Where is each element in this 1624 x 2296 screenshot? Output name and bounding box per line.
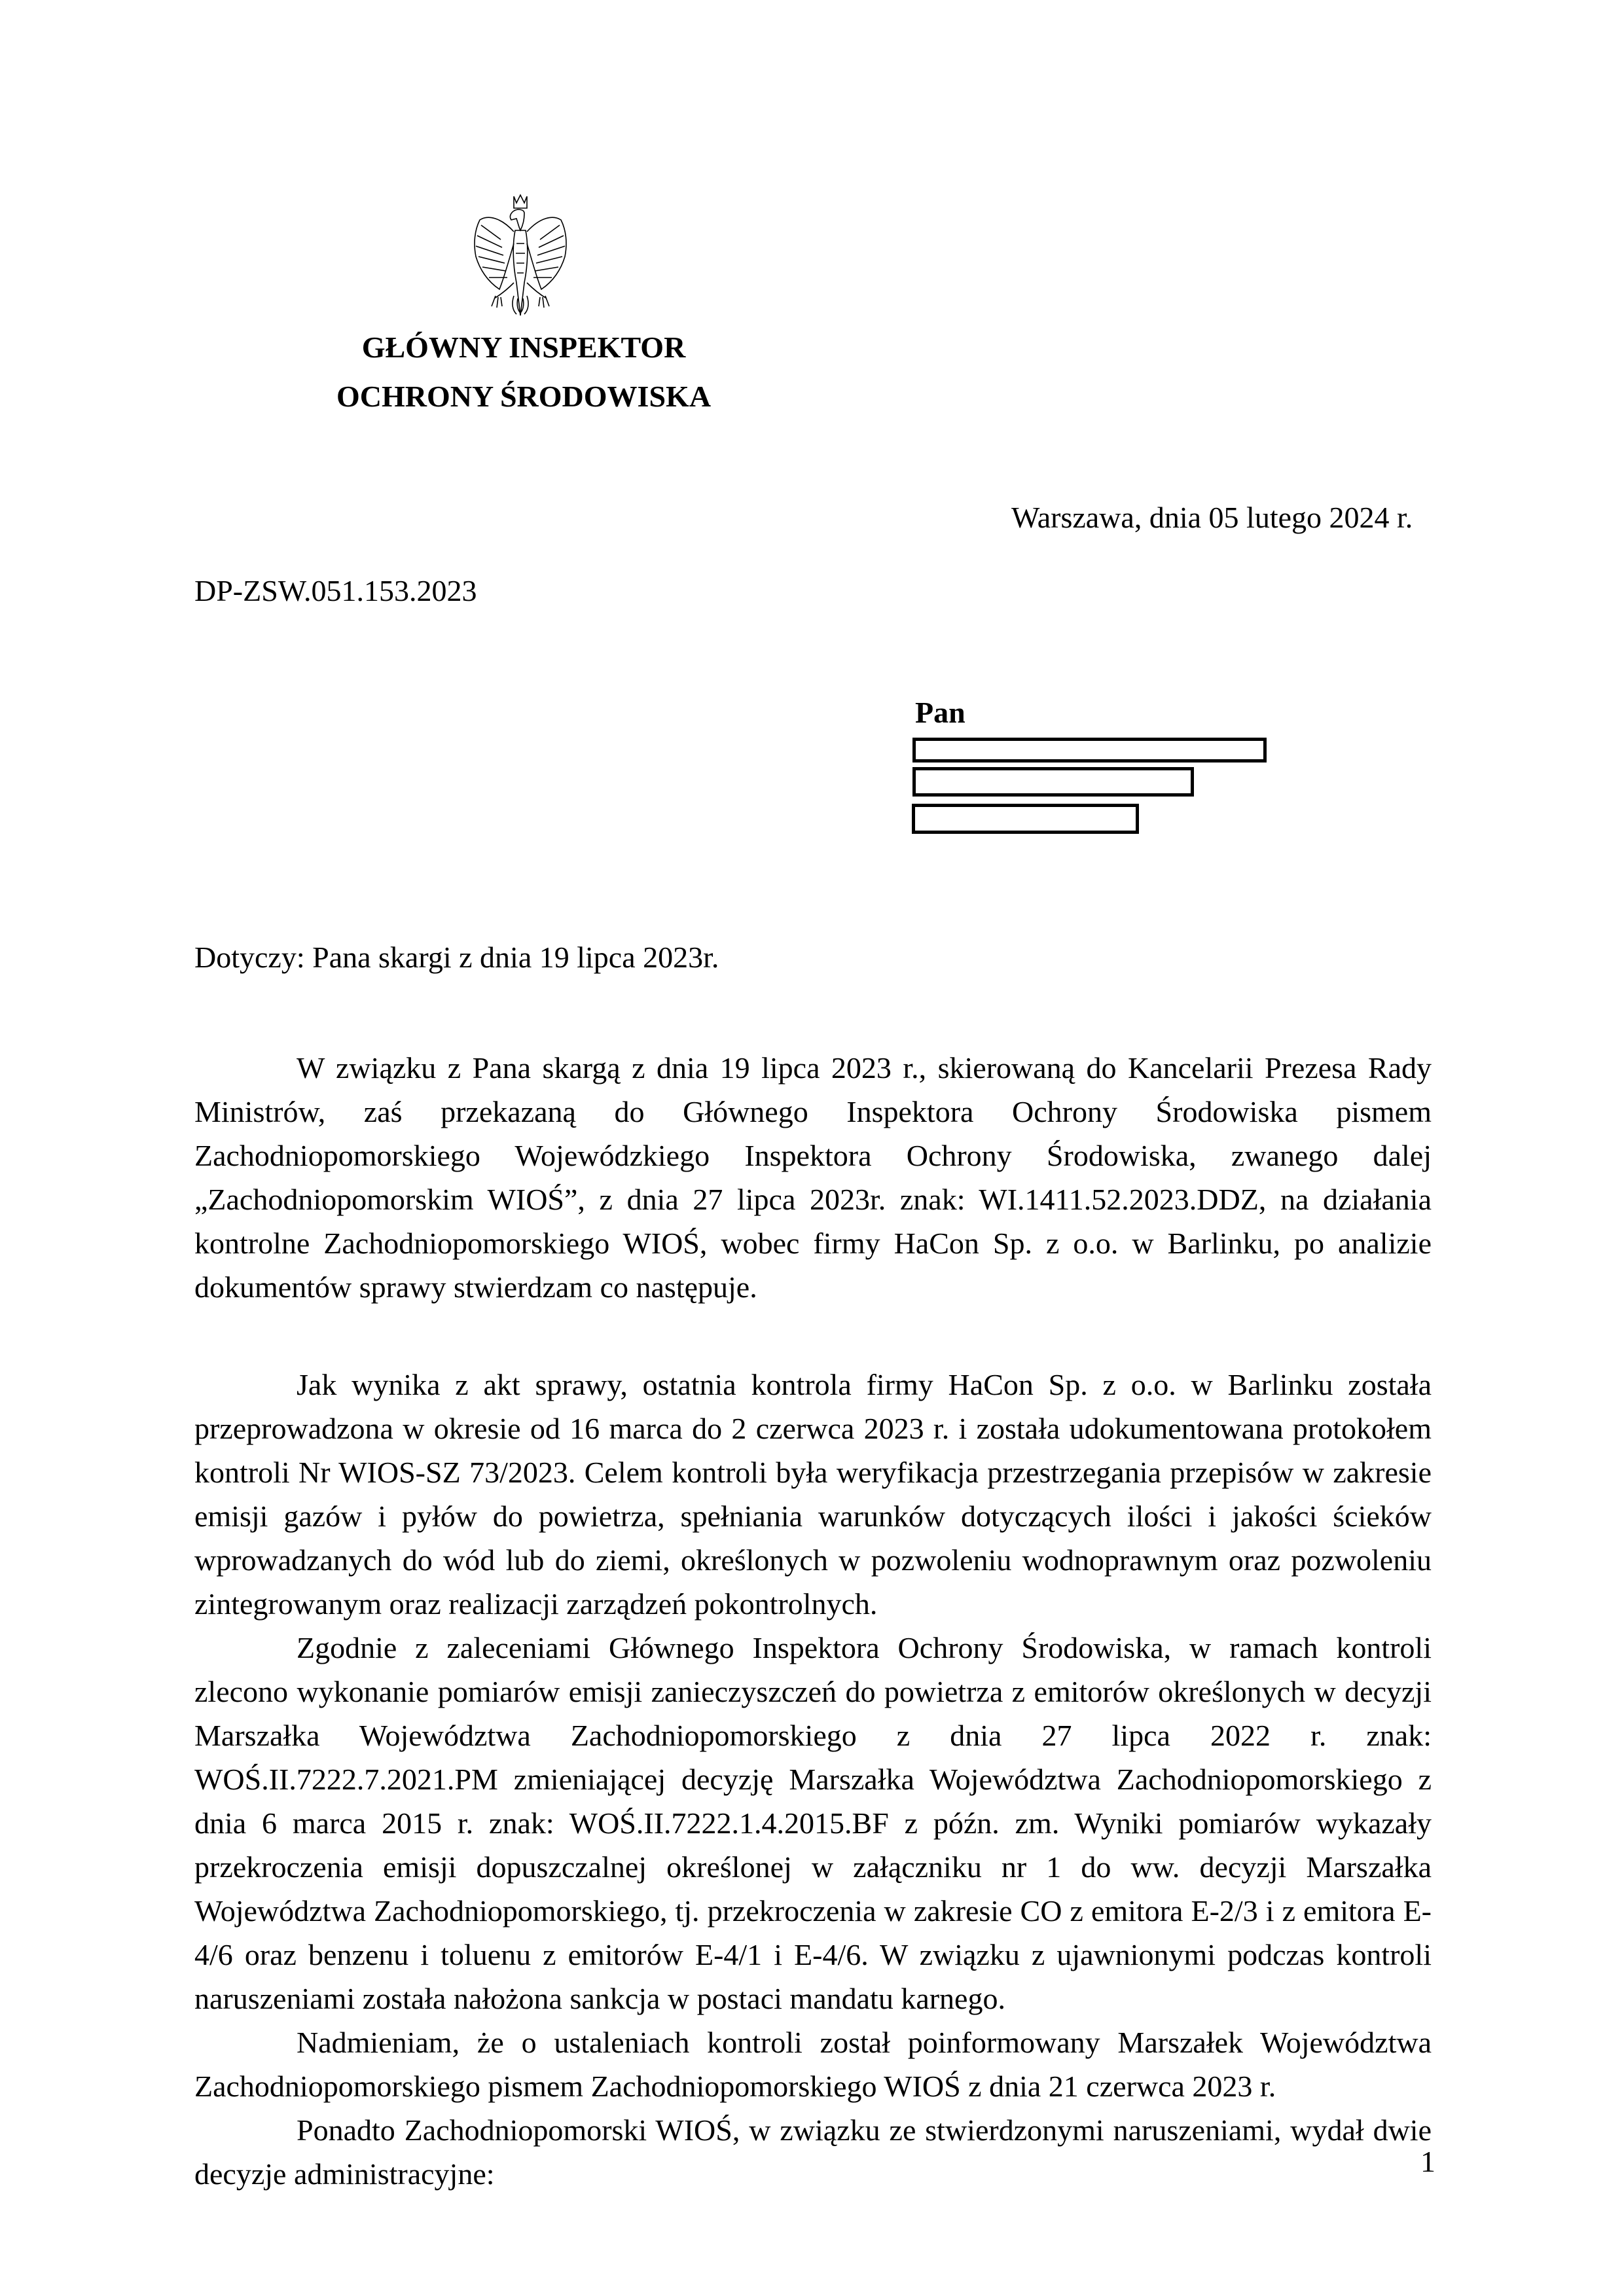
- reference-number: DP-ZSW.051.153.2023: [194, 574, 477, 607]
- polish-eagle-emblem-icon: [461, 191, 579, 322]
- place-and-date: Warszawa, dnia 05 lutego 2024 r.: [1011, 501, 1413, 534]
- addressee-salutation: Pan: [915, 696, 965, 729]
- paragraph: Ponadto Zachodniopomorski WIOŚ, w związku ze stwierdzonymi naruszeniami, wydał dwie decyzje administracyjne:: [194, 2113, 1432, 2191]
- redacted-addressee-line-3: [912, 804, 1139, 834]
- paragraph: W związku z Pana skargą z dnia 19 lipca 2023 r., skierowaną do Kancelarii Prezesa Rady Ministrów, zaś przekazaną do Głównego Inspektora Ochrony Środowiska pismem Zachodniopomorskiego Wojewódzkiego Inspektora Ochrony Środowiska, zwanego dalej „Zachodniopomorskim WIOŚ”, z dnia 27 lipca 2023r. znak: WI.1411.52.2023.DDZ, na działania kontrolne Zachodniopomorskiego WIOŚ, wobec firmy HaCon Sp. z o.o. w Barlinku, po analizie dokumentów sprawy stwierdzam co następuje.: [194, 1051, 1432, 1304]
- subject-line: Dotyczy: Pana skargi z dnia 19 lipca 2023r.: [194, 941, 719, 974]
- institution-name-line1: GŁÓWNY INSPEKTOR: [361, 331, 686, 364]
- redacted-addressee-line-2: [912, 767, 1194, 797]
- paragraph: Jak wynika z akt sprawy, ostatnia kontrola firmy HaCon Sp. z o.o. w Barlinku została przeprowadzona w okresie od 16 marca do 2 czerwca 2023 r. i została udokumentowana protokołem kontroli Nr WIOS-SZ 73/2023. Celem kontroli była weryfikacja przestrzegania przepisów w zakresie emisji gazów i pyłów do powietrza, spełniania warunków dotyczących ilości i jakości ścieków wprowadzanych do wód lub do ziemi, określonych w pozwoleniu wodnoprawnym oraz pozwoleniu zintegrowanym oraz realizacji zarządzeń pokontrolnych.: [194, 1368, 1432, 1621]
- redacted-addressee-line-1: [912, 738, 1267, 762]
- paragraph: Nadmieniam, że o ustaleniach kontroli został poinformowany Marszałek Województwa Zachodniopomorskiego pismem Zachodniopomorskiego WIOŚ z dnia 21 czerwca 2023 r.: [194, 2026, 1432, 2103]
- institution-name-line2: OCHRONY ŚRODOWISKA: [336, 380, 712, 413]
- letter-body-intro: [194, 1046, 1432, 1309]
- paragraph: Zgodnie z zaleceniami Głównego Inspektora Ochrony Środowiska, w ramach kontroli zlecono wykonanie pomiarów emisji zanieczyszczeń do powietrza z emitorów określonych w decyzji Marszałka Województwa Zachodniopomorskiego z dnia 27 lipca 2022 r. znak: WOŚ.II.7222.7.2021.PM zmieniającej decyzję Marszałka Województwa Zachodniopomorskiego z dnia 6 marca 2015 r. znak: WOŚ.II.7222.1.4.2015.BF z późn. zm. Wyniki pomiarów wykazały przekroczenia emisji dopuszczalnej określonej w załączniku nr 1 do ww. decyzji Marszałka Województwa Zachodniopomorskiego, tj. przekroczenia w zakresie CO z emitora E-2/3 i z emitora E-4/6 oraz benzenu i toluenu z emitorów E-4/1 i E-4/6. W związku z ujawnionymi podczas kontroli naruszeniami została nałożona sankcja w postaci mandatu karnego.: [194, 1631, 1432, 2015]
- eagle-emblem-graphic: [461, 191, 579, 322]
- letter-body-main: [194, 1363, 1432, 2196]
- page-number: 1: [1420, 2145, 1435, 2178]
